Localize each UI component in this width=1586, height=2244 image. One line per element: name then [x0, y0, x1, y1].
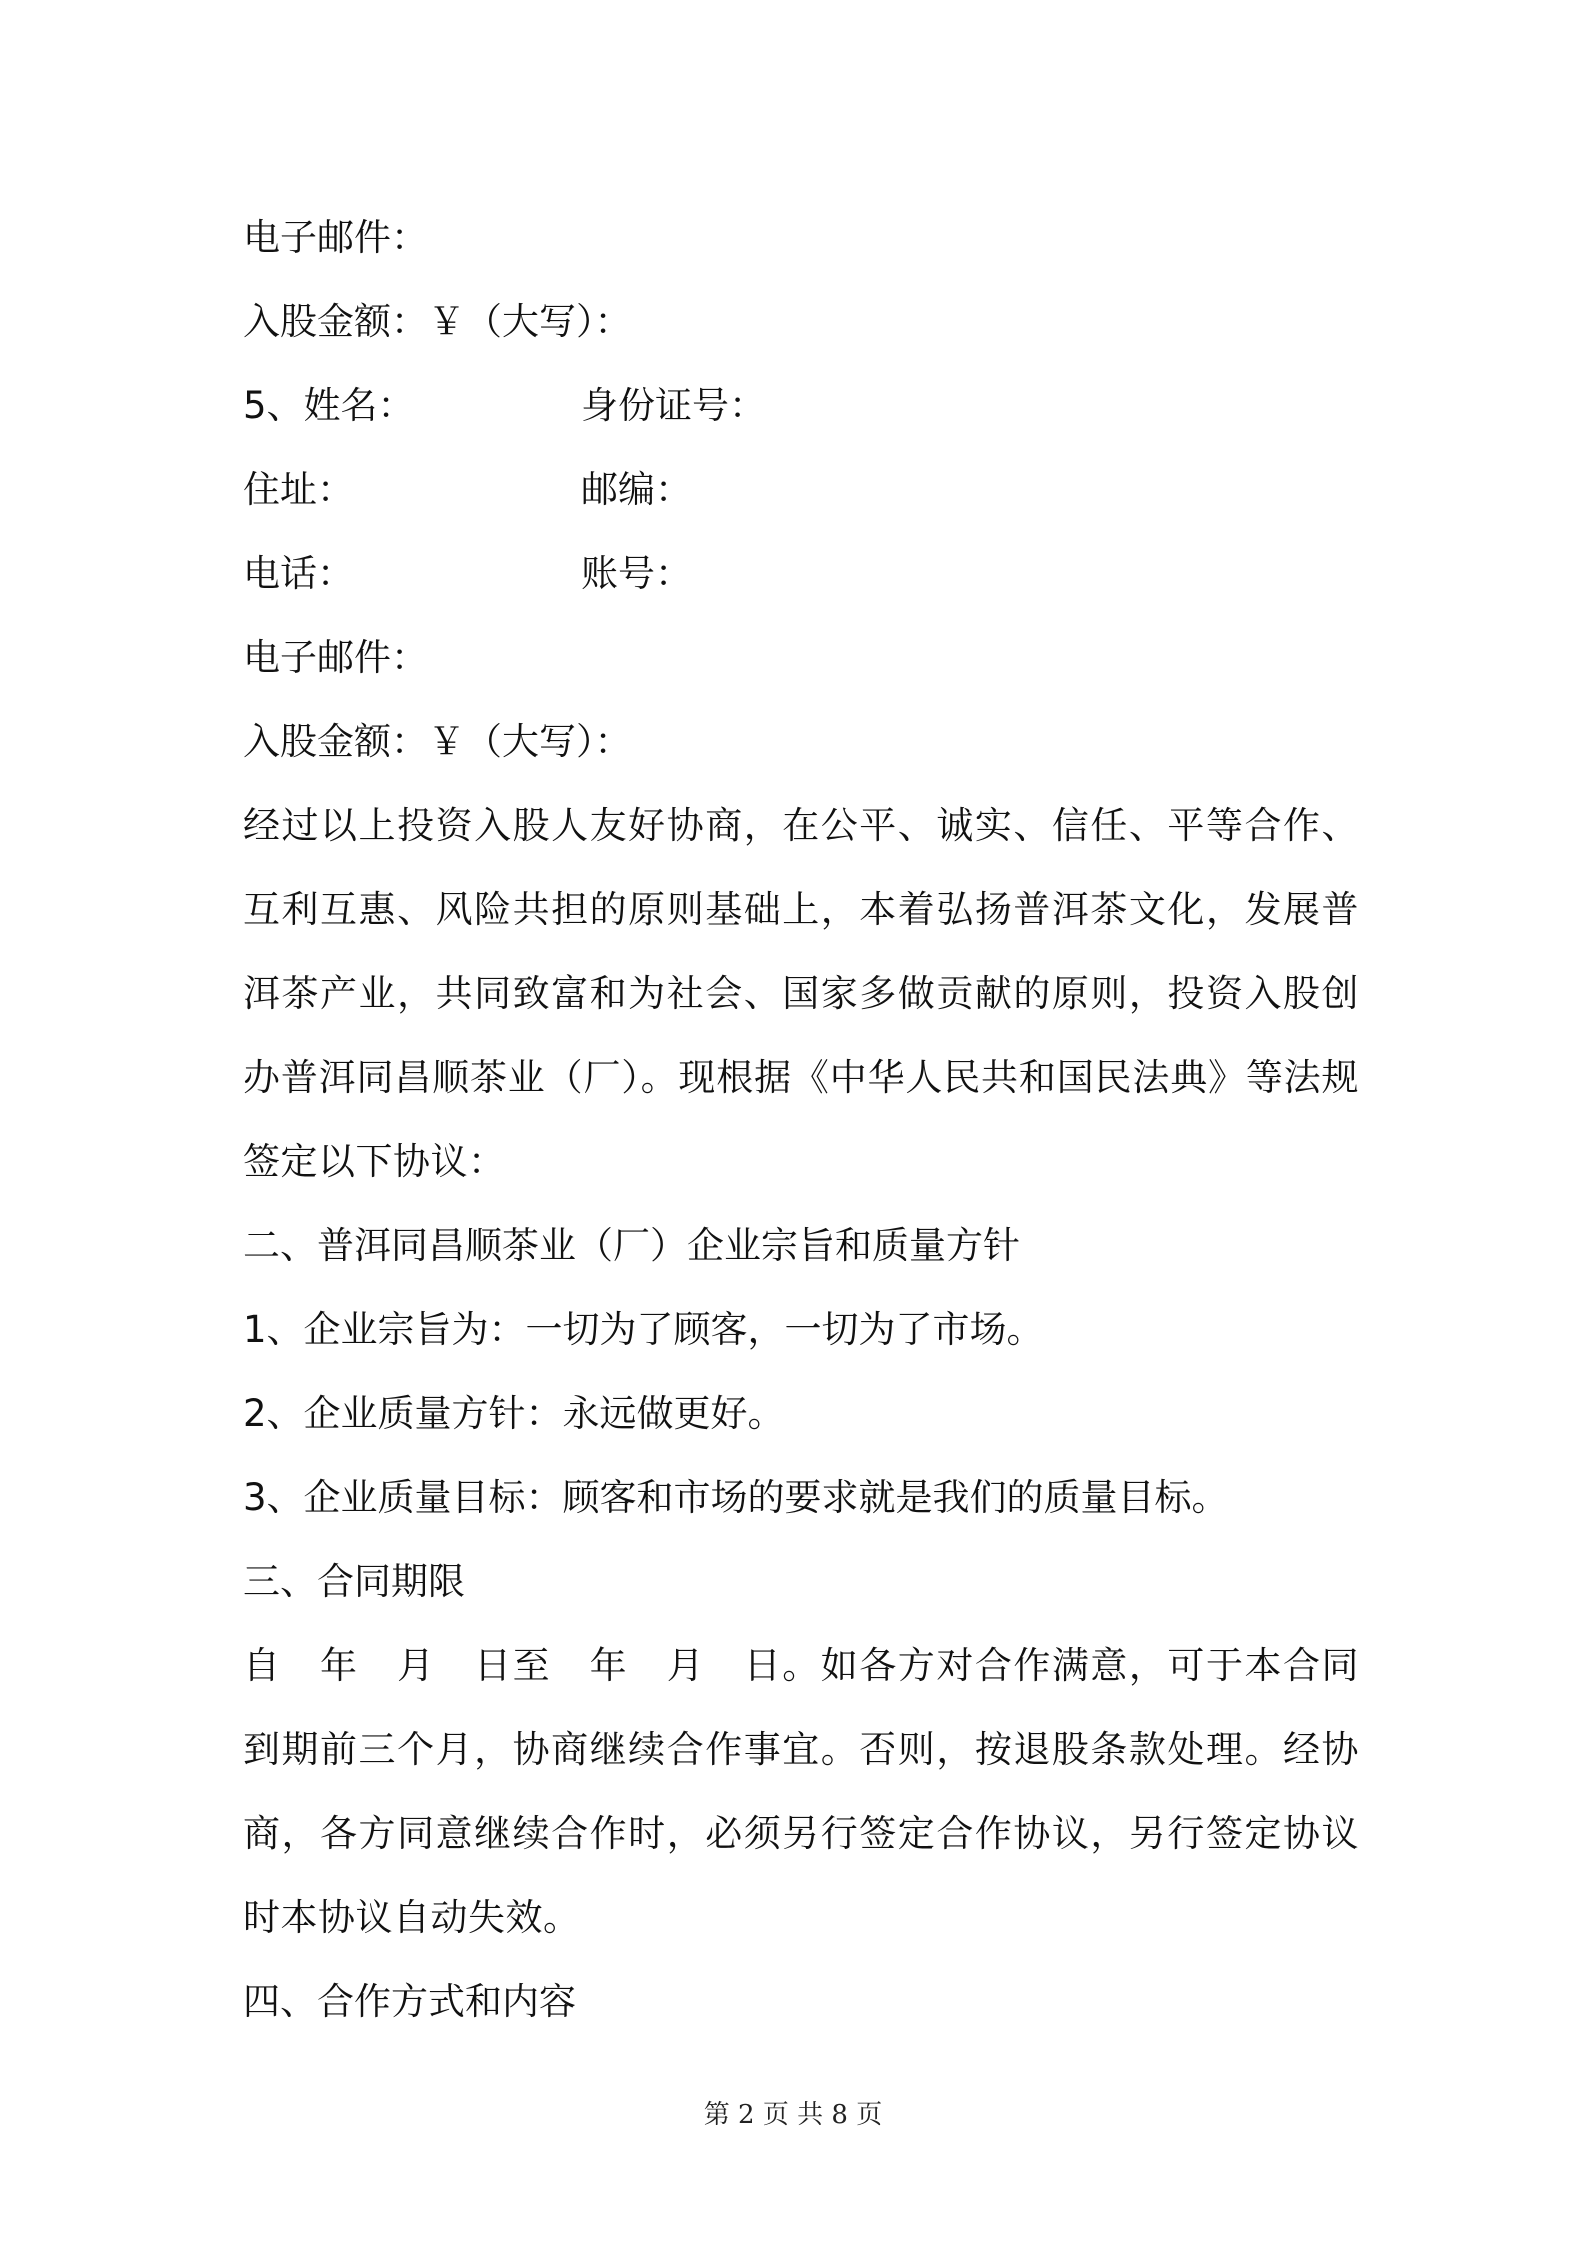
- page-footer: 第 2 页 共 8 页: [703, 2100, 883, 2130]
- intro-paragraph: 经过以上投资入股人友好协商，在公平、诚实、信任、平等合作、互利互惠、风险共担的原则基础上，本着弘扬普洱茶文化，发展普洱茶产业，共同致富和为社会、国家多做贡献的原则，投资入股创办普洱同昌顺茶业（厂）。现根据《中华人民共和国民法典》等法规签定以下协议：: [243, 804, 1359, 1183]
- section3-heading: 三、合同期限: [243, 1560, 465, 1603]
- person5-name-row: [243, 364, 1359, 448]
- person5-amount-label: 入股金额：￥（大写）：: [243, 720, 632, 763]
- section2-heading: 二、普洱同昌顺茶业（厂）企业宗旨和质量方针: [243, 1224, 1020, 1267]
- section3-paragraph: 自 年 月 日至 年 月 日。如各方对合作满意，可于本合同到期前三个月，协商继续合作事宜。否则，按退股条款处理。经协商，各方同意继续合作时，必须另行签定合作协议，另行签定协议时本协议自动失效。: [243, 1644, 1359, 1939]
- page-content: [243, 196, 1359, 2044]
- account-label: 账号：: [581, 552, 692, 595]
- section4-heading: 四、合作方式和内容: [243, 1980, 576, 2023]
- section2-item-2: 2、企业质量方针：永远做更好。: [243, 1392, 785, 1435]
- amount-label-prev: 入股金额：￥（大写）：: [243, 300, 632, 343]
- zip-label: 邮编：: [581, 468, 692, 511]
- person5-email-label: 电子邮件：: [243, 636, 428, 679]
- address-label: 住址：: [243, 468, 354, 511]
- section2-item-1: 1、企业宗旨为：一切为了顾客，一切为了市场。: [243, 1308, 1044, 1351]
- person5-phone-row: [243, 532, 1359, 616]
- email-label-prev: 电子邮件：: [243, 216, 428, 259]
- person5-address-row: [243, 448, 1359, 532]
- phone-label: 电话：: [243, 552, 354, 595]
- section2-item-3: 3、企业质量目标：顾客和市场的要求就是我们的质量目标。: [243, 1476, 1229, 1519]
- id-number-label: 身份证号：: [581, 384, 766, 427]
- name-label: 5、姓名：: [243, 384, 415, 427]
